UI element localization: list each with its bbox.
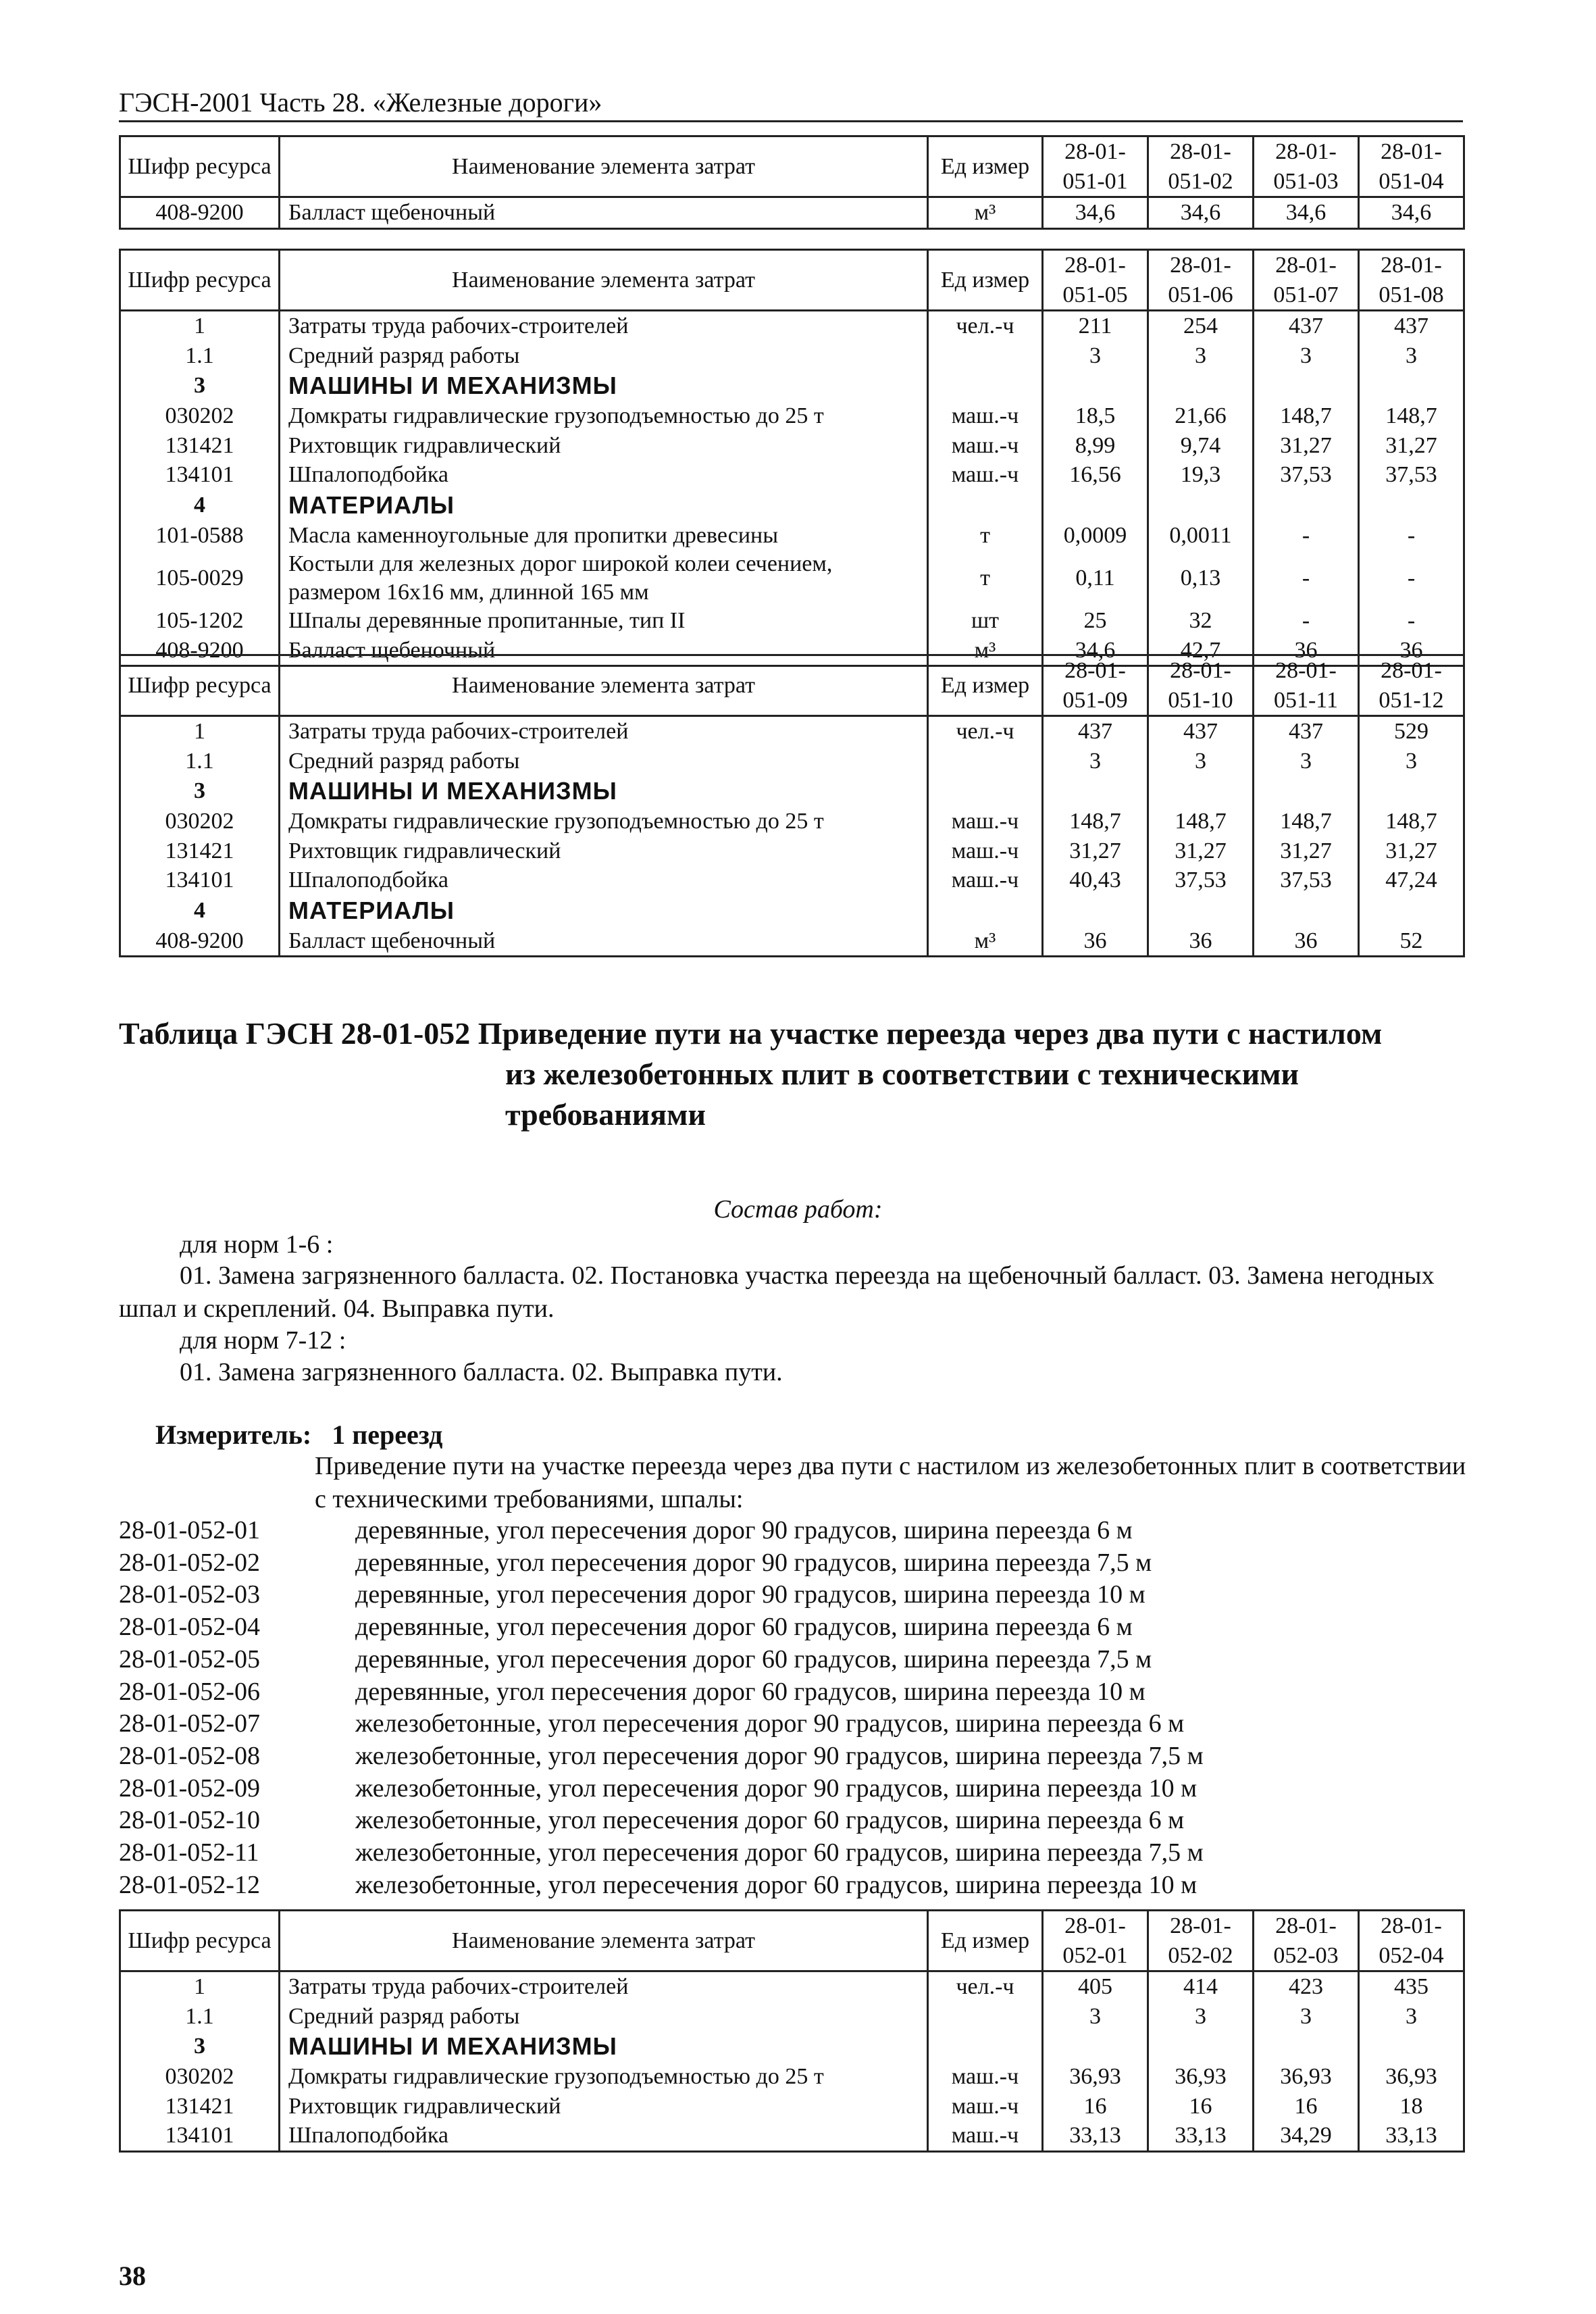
norm-item (119, 1869, 1204, 1902)
page-number: 38 (119, 2261, 146, 2291)
resource-table-052-01-04 (119, 1909, 1465, 2153)
col-header-norm: 28-01-051-01 (1043, 136, 1148, 197)
resource-value: 3 (1254, 747, 1359, 776)
resource-value: 36 (1254, 636, 1359, 666)
resource-name: Рихтовщик гидравлический (280, 431, 928, 461)
resource-value: 148,7 (1359, 401, 1464, 431)
resource-value: 37,53 (1359, 460, 1464, 490)
resource-unit (928, 490, 1043, 521)
resource-value: 148,7 (1043, 807, 1148, 836)
resource-value: 148,7 (1359, 807, 1464, 836)
meter (155, 1419, 442, 1451)
resource-name: Шпалы деревянные пропитанные, тип II (280, 606, 928, 636)
section-row (120, 895, 1464, 926)
resource-unit: маш.-ч (928, 401, 1043, 431)
norm-item (119, 1515, 1204, 1547)
table-row (120, 341, 1464, 371)
col-header-norm: 28-01-051-05 (1043, 250, 1148, 311)
norm-code: 28-01-052-11 (119, 1838, 259, 1867)
norm-text: железобетонные, угол пересечения дорог 60 градусов, ширина переезда 7,5 м (355, 1838, 1204, 1867)
norm-text: железобетонные, угол пересечения дорог 60 градусов, ширина переезда 10 м (355, 1870, 1198, 1899)
resource-value: 42,7 (1148, 636, 1254, 666)
meter-label: Измеритель: (155, 1419, 312, 1450)
composition-title: Состав работ: (713, 1195, 883, 1224)
resource-code: 3 (120, 370, 280, 401)
resource-value: 0,13 (1148, 550, 1254, 606)
resource-value (1043, 895, 1148, 926)
table-title-line1: Таблица ГЭСН 28-01-052 Приведение пути на участке переезда через два пути с настилом (119, 1016, 1383, 1051)
resource-value: 437 (1254, 716, 1359, 747)
section-row (120, 2031, 1464, 2062)
resource-name: Балласт щебеночный (280, 197, 928, 229)
resource-unit (928, 2002, 1043, 2032)
resource-value: 34,6 (1148, 197, 1254, 229)
norm-item (119, 1805, 1204, 1837)
resource-name: Шпалоподбойка (280, 460, 928, 490)
table-row (120, 2062, 1464, 2092)
resource-value: 33,13 (1043, 2121, 1148, 2151)
resource-value: 3 (1148, 2002, 1254, 2032)
resource-code: 4 (120, 895, 280, 926)
resource-name: Шпалоподбойка (280, 2121, 928, 2151)
resource-name: Средний разряд работы (280, 341, 928, 371)
resource-name: МАТЕРИАЛЫ (280, 490, 928, 521)
resource-name: Домкраты гидравлические грузоподъемностью до 25 т (280, 2062, 928, 2092)
resource-unit (928, 341, 1043, 371)
table-row (120, 606, 1464, 636)
resource-value: 31,27 (1043, 836, 1148, 866)
resource-value: 18,5 (1043, 401, 1148, 431)
col-header-norm: 28-01-051-09 (1043, 655, 1148, 716)
table-header-row (120, 136, 1464, 197)
table-row (120, 2121, 1464, 2151)
resource-value: 437 (1148, 716, 1254, 747)
resource-value: 34,6 (1043, 197, 1148, 229)
norm-code: 28-01-052-12 (119, 1870, 260, 1899)
resource-name: МАШИНЫ И МЕХАНИЗМЫ (280, 776, 928, 807)
section-row (120, 370, 1464, 401)
table-row (120, 197, 1464, 229)
norm-code: 28-01-052-07 (119, 1709, 260, 1738)
resource-value (1148, 776, 1254, 807)
resource-value: 31,27 (1254, 431, 1359, 461)
table-row (120, 1971, 1464, 2002)
resource-value: 31,27 (1359, 431, 1464, 461)
table-header-row (120, 1911, 1464, 1971)
col-header-name: Наименование элемента затрат (280, 250, 928, 311)
resource-unit: маш.-ч (928, 2062, 1043, 2092)
resource-code: 408-9200 (120, 197, 280, 229)
resource-code: 4 (120, 490, 280, 521)
norm-item (119, 1837, 1204, 1869)
col-header-norm: 28-01-052-01 (1043, 1911, 1148, 1971)
resource-unit: чел.-ч (928, 1971, 1043, 2002)
resource-value: 8,99 (1043, 431, 1148, 461)
norms-list (119, 1515, 1204, 1901)
resource-value: 47,24 (1359, 865, 1464, 895)
resource-value: - (1359, 550, 1464, 606)
resource-value: 16 (1043, 2092, 1148, 2121)
resource-value: 3 (1359, 747, 1464, 776)
col-header-unit: Ед измер (928, 655, 1043, 716)
resource-value: 40,43 (1043, 865, 1148, 895)
resource-name: Рихтовщик гидравлический (280, 836, 928, 866)
norm-code: 28-01-052-09 (119, 1774, 260, 1803)
meter-value: 1 переезд (332, 1419, 443, 1450)
resource-value: 21,66 (1148, 401, 1254, 431)
resource-value: 437 (1359, 311, 1464, 341)
resource-value: 3 (1148, 341, 1254, 371)
norm-text: деревянные, угол пересечения дорог 60 градусов, ширина переезда 10 м (355, 1677, 1145, 1706)
resource-value (1359, 895, 1464, 926)
resource-unit: маш.-ч (928, 836, 1043, 866)
resource-value: 37,53 (1254, 865, 1359, 895)
resource-value (1148, 490, 1254, 521)
resource-value (1043, 2031, 1148, 2062)
resource-unit: чел.-ч (928, 716, 1043, 747)
col-header-name: Наименование элемента затрат (280, 136, 928, 197)
resource-code: 105-0029 (120, 550, 280, 606)
resource-value: 32 (1148, 606, 1254, 636)
resource-code: 134101 (120, 865, 280, 895)
col-header-name: Наименование элемента затрат (280, 655, 928, 716)
norm-text: деревянные, угол пересечения дорог 60 градусов, ширина переезда 6 м (355, 1613, 1133, 1642)
section-row (120, 490, 1464, 521)
table-header-row (120, 250, 1464, 311)
resource-value: 33,13 (1148, 2121, 1254, 2151)
resource-code: 1 (120, 311, 280, 341)
resource-value (1254, 2031, 1359, 2062)
resource-value: 148,7 (1148, 807, 1254, 836)
resource-value: 435 (1359, 1971, 1464, 2002)
resource-code: 030202 (120, 401, 280, 431)
resource-value: 405 (1043, 1971, 1148, 2002)
resource-value: 16,56 (1043, 460, 1148, 490)
table-row (120, 550, 1464, 606)
col-header-name: Наименование элемента затрат (280, 1911, 928, 1971)
norm-item (119, 1773, 1204, 1805)
norm-code: 28-01-052-06 (119, 1677, 260, 1706)
resource-value: 31,27 (1148, 836, 1254, 866)
resource-code: 408-9200 (120, 636, 280, 666)
norm-text: железобетонные, угол пересечения дорог 90 градусов, ширина переезда 10 м (355, 1774, 1198, 1803)
resource-value: 0,0009 (1043, 521, 1148, 551)
resource-name: МАТЕРИАЛЫ (280, 895, 928, 926)
resource-name: Костыли для железных дорог широкой колеи сечением, размером 16х16 мм, длинной 165 мм (280, 550, 928, 606)
resource-code: 134101 (120, 2121, 280, 2151)
resource-name: МАШИНЫ И МЕХАНИЗМЫ (280, 370, 928, 401)
col-header-norm: 28-01-051-02 (1148, 136, 1254, 197)
resource-value: 529 (1359, 716, 1464, 747)
norm-text: деревянные, угол пересечения дорог 90 градусов, ширина переезда 10 м (355, 1580, 1145, 1609)
norm-item (119, 1644, 1204, 1676)
col-header-code: Шифр ресурса (120, 136, 280, 197)
norms-description: Приведение пути на участке переезда через два пути с настилом из железобетонных плит в соответствии с техническими требованиями, шпалы: (315, 1452, 1466, 1514)
resource-value (1043, 490, 1148, 521)
page-header: ГЭСН-2001 Часть 28. «Железные дороги» (119, 87, 602, 118)
norm-code: 28-01-052-03 (119, 1580, 260, 1609)
norms-group2-works: 01. Замена загрязненного балласта. 02. Выправка пути. (180, 1358, 783, 1386)
norm-text: железобетонные, угол пересечения дорог 60 градусов, ширина переезда 6 м (355, 1806, 1185, 1835)
resource-value (1254, 370, 1359, 401)
header-rule (119, 120, 1463, 122)
norm-item (119, 1708, 1204, 1740)
resource-name: Балласт щебеночный (280, 926, 928, 957)
resource-code: 134101 (120, 460, 280, 490)
table-title (119, 1013, 1470, 1134)
resource-value: 3 (1043, 747, 1148, 776)
resource-code: 1.1 (120, 341, 280, 371)
resource-value: 3 (1359, 2002, 1464, 2032)
resource-value: 9,74 (1148, 431, 1254, 461)
col-header-unit: Ед измер (928, 136, 1043, 197)
resource-name: Средний разряд работы (280, 2002, 928, 2032)
resource-value: 437 (1254, 311, 1359, 341)
resource-value (1359, 2031, 1464, 2062)
table-row (120, 401, 1464, 431)
resource-value: 31,27 (1254, 836, 1359, 866)
table-row (120, 716, 1464, 747)
resource-value: 0,0011 (1148, 521, 1254, 551)
col-header-norm: 28-01-051-04 (1359, 136, 1464, 197)
norm-text: железобетонные, угол пересечения дорог 90 градусов, ширина переезда 6 м (355, 1709, 1185, 1738)
resource-name: Затраты труда рабочих-строителей (280, 716, 928, 747)
norm-item (119, 1676, 1204, 1709)
resource-unit: маш.-ч (928, 807, 1043, 836)
resource-value: - (1359, 606, 1464, 636)
norm-item (119, 1611, 1204, 1644)
resource-value: 3 (1254, 341, 1359, 371)
resource-value: 33,13 (1359, 2121, 1464, 2151)
col-header-norm: 28-01-051-10 (1148, 655, 1254, 716)
resource-unit: м³ (928, 197, 1043, 229)
table-row (120, 2092, 1464, 2121)
resource-value: 36,93 (1359, 2062, 1464, 2092)
norm-code: 28-01-052-10 (119, 1806, 260, 1835)
resource-code: 030202 (120, 2062, 280, 2092)
col-header-norm: 28-01-051-07 (1254, 250, 1359, 311)
col-header-norm: 28-01-052-03 (1254, 1911, 1359, 1971)
resource-code: 3 (120, 2031, 280, 2062)
resource-value: 37,53 (1254, 460, 1359, 490)
resource-value: 36,93 (1254, 2062, 1359, 2092)
norms-group1-label: для норм 1-6 : (180, 1230, 334, 1259)
resource-unit: т (928, 550, 1043, 606)
resource-name: Балласт щебеночный (280, 636, 928, 666)
resource-unit: маш.-ч (928, 2092, 1043, 2121)
resource-unit (928, 2031, 1043, 2062)
table-row (120, 807, 1464, 836)
table-row (120, 747, 1464, 776)
resource-code: 1 (120, 1971, 280, 2002)
resource-unit: м³ (928, 926, 1043, 957)
resource-value (1254, 895, 1359, 926)
resource-value (1043, 776, 1148, 807)
col-header-norm: 28-01-052-04 (1359, 1911, 1464, 1971)
table-row (120, 311, 1464, 341)
norms-group2-label: для норм 7-12 : (180, 1326, 346, 1355)
resource-name: Затраты труда рабочих-строителей (280, 1971, 928, 2002)
resource-value (1359, 370, 1464, 401)
norm-code: 28-01-052-08 (119, 1741, 260, 1770)
resource-code: 131421 (120, 431, 280, 461)
resource-value (1359, 776, 1464, 807)
col-header-norm: 28-01-052-02 (1148, 1911, 1254, 1971)
resource-value (1148, 895, 1254, 926)
resource-value: 19,3 (1148, 460, 1254, 490)
norm-code: 28-01-052-04 (119, 1613, 260, 1642)
norm-code: 28-01-052-02 (119, 1548, 260, 1577)
resource-value: 34,29 (1254, 2121, 1359, 2151)
resource-value: 36,93 (1148, 2062, 1254, 2092)
resource-value (1043, 370, 1148, 401)
resource-value: 148,7 (1254, 401, 1359, 431)
norm-item (119, 1547, 1204, 1580)
resource-value: 414 (1148, 1971, 1254, 2002)
resource-code: 131421 (120, 2092, 280, 2121)
resource-name: Домкраты гидравлические грузоподъемностью до 25 т (280, 401, 928, 431)
col-header-norm: 28-01-051-06 (1148, 250, 1254, 311)
resource-value: - (1254, 550, 1359, 606)
resource-unit (928, 895, 1043, 926)
resource-name: Рихтовщик гидравлический (280, 2092, 928, 2121)
resource-value: 34,6 (1254, 197, 1359, 229)
resource-unit: чел.-ч (928, 311, 1043, 341)
norm-text: деревянные, угол пересечения дорог 60 градусов, ширина переезда 7,5 м (355, 1644, 1152, 1674)
resource-value: 3 (1254, 2002, 1359, 2032)
table-row (120, 2002, 1464, 2032)
resource-unit: м³ (928, 636, 1043, 666)
resource-unit: шт (928, 606, 1043, 636)
resource-value: 3 (1148, 747, 1254, 776)
resource-unit (928, 776, 1043, 807)
resource-value (1254, 776, 1359, 807)
resource-code: 3 (120, 776, 280, 807)
resource-value: 36 (1148, 926, 1254, 957)
resource-value: 36,93 (1043, 2062, 1148, 2092)
resource-value: 16 (1254, 2092, 1359, 2121)
norm-text: деревянные, угол пересечения дорог 90 градусов, ширина переезда 6 м (355, 1516, 1133, 1544)
resource-value: 437 (1043, 716, 1148, 747)
resource-code: 105-1202 (120, 606, 280, 636)
resource-value: 148,7 (1254, 807, 1359, 836)
resource-value: 31,27 (1359, 836, 1464, 866)
resource-unit: маш.-ч (928, 460, 1043, 490)
resource-unit (928, 747, 1043, 776)
resource-code: 030202 (120, 807, 280, 836)
resource-name: Средний разряд работы (280, 747, 928, 776)
table-row (120, 460, 1464, 490)
resource-name: МАШИНЫ И МЕХАНИЗМЫ (280, 2031, 928, 2062)
resource-unit: маш.-ч (928, 2121, 1043, 2151)
resource-name: Шпалоподбойка (280, 865, 928, 895)
resource-code: 1 (120, 716, 280, 747)
resource-value: 0,11 (1043, 550, 1148, 606)
resource-value: 16 (1148, 2092, 1254, 2121)
table-row (120, 521, 1464, 551)
resource-value: 36 (1359, 636, 1464, 666)
resource-name: Масла каменноугольные для пропитки древесины (280, 521, 928, 551)
resource-unit: маш.-ч (928, 865, 1043, 895)
norm-text: деревянные, угол пересечения дорог 90 градусов, ширина переезда 7,5 м (355, 1548, 1152, 1577)
resource-value: - (1254, 606, 1359, 636)
resource-value: 211 (1043, 311, 1148, 341)
resource-value: 34,6 (1359, 197, 1464, 229)
resource-value (1359, 490, 1464, 521)
resource-code: 131421 (120, 836, 280, 866)
col-header-norm: 28-01-051-03 (1254, 136, 1359, 197)
resource-code: 408-9200 (120, 926, 280, 957)
resource-code: 101-0588 (120, 521, 280, 551)
col-header-norm: 28-01-051-12 (1359, 655, 1464, 716)
resource-value: - (1254, 521, 1359, 551)
resource-code: 1.1 (120, 747, 280, 776)
resource-code: 1.1 (120, 2002, 280, 2032)
resource-value (1148, 370, 1254, 401)
col-header-code: Шифр ресурса (120, 1911, 280, 1971)
norm-item (119, 1740, 1204, 1773)
resource-unit: т (928, 521, 1043, 551)
resource-value: 34,6 (1043, 636, 1148, 666)
resource-value: 3 (1359, 341, 1464, 371)
col-header-code: Шифр ресурса (120, 655, 280, 716)
table-header-row (120, 655, 1464, 716)
col-header-code: Шифр ресурса (120, 250, 280, 311)
resource-value: 36 (1043, 926, 1148, 957)
table-title-line2: из железобетонных плит в соответствии с техническими требованиями (505, 1056, 1299, 1132)
resource-unit: маш.-ч (928, 431, 1043, 461)
resource-table-051-09-12 (119, 654, 1465, 957)
resource-value: 25 (1043, 606, 1148, 636)
resource-table-051-05-08 (119, 249, 1465, 667)
table-row (120, 926, 1464, 957)
resource-name: Затраты труда рабочих-строителей (280, 311, 928, 341)
col-header-norm: 28-01-051-11 (1254, 655, 1359, 716)
resource-value: 423 (1254, 1971, 1359, 2002)
norm-code: 28-01-052-01 (119, 1516, 260, 1544)
resource-value: 3 (1043, 2002, 1148, 2032)
resource-value: 18 (1359, 2092, 1464, 2121)
table-row (120, 836, 1464, 866)
resource-value: 36 (1254, 926, 1359, 957)
norms-group1-works: 01. Замена загрязненного балласта. 02. Постановка участка переезда на щебеночный балласт. 03. Замена негодных шпал и скреплений. 04. Выправка пути. (119, 1261, 1435, 1324)
resource-value: 37,53 (1148, 865, 1254, 895)
table-row (120, 431, 1464, 461)
norm-item (119, 1579, 1204, 1611)
resource-name: Домкраты гидравлические грузоподъемностью до 25 т (280, 807, 928, 836)
resource-table-051-01-04 (119, 135, 1465, 230)
resource-value: - (1359, 521, 1464, 551)
col-header-norm: 28-01-051-08 (1359, 250, 1464, 311)
resource-unit (928, 370, 1043, 401)
section-row (120, 776, 1464, 807)
norm-code: 28-01-052-05 (119, 1644, 260, 1674)
col-header-unit: Ед измер (928, 250, 1043, 311)
resource-value (1148, 2031, 1254, 2062)
resource-value: 52 (1359, 926, 1464, 957)
resource-value: 3 (1043, 341, 1148, 371)
table-row (120, 865, 1464, 895)
norm-text: железобетонные, угол пересечения дорог 90 градусов, ширина переезда 7,5 м (355, 1741, 1204, 1770)
col-header-unit: Ед измер (928, 1911, 1043, 1971)
resource-value: 254 (1148, 311, 1254, 341)
resource-value (1254, 490, 1359, 521)
